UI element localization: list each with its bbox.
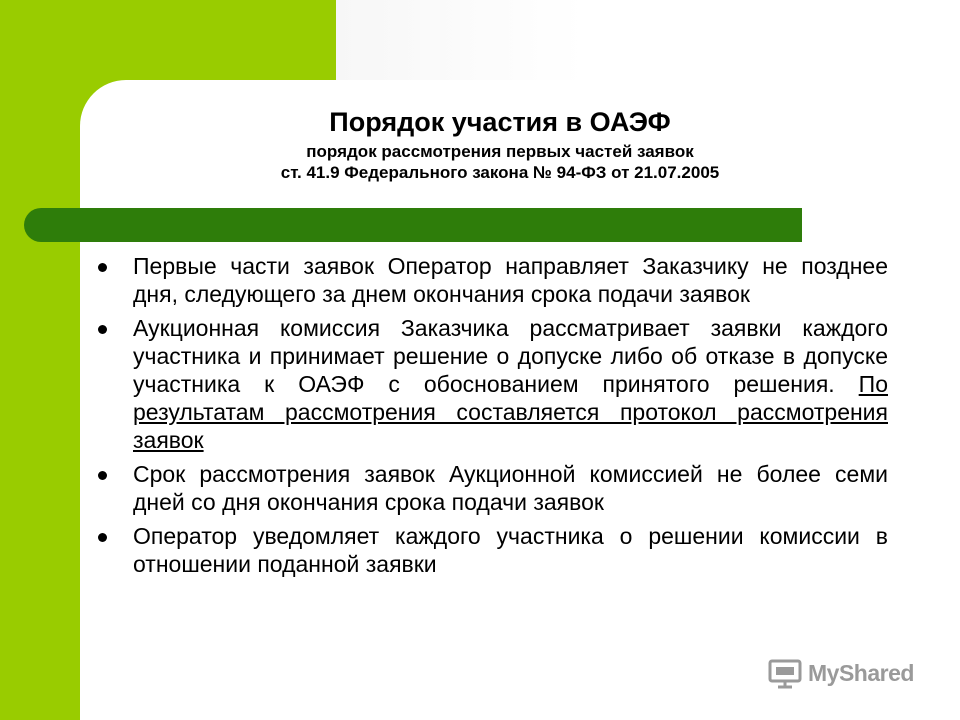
- law-reference: ст. 41.9 Федерального закона № 94-ФЗ от 21.07.2005: [280, 163, 720, 182]
- presentation-screen-icon: [768, 656, 802, 690]
- list-item: [98, 522, 888, 578]
- title-divider-bar: [24, 208, 802, 242]
- top-background-fade: [336, 0, 960, 80]
- bullet-icon: [98, 263, 107, 272]
- list-item: [98, 252, 888, 308]
- bullet-icon: [98, 533, 107, 542]
- bullet-text: Оператор уведомляет каждого участника о решении комиссии в отношении поданной заявки: [133, 523, 888, 577]
- slide-subtitle: порядок рассмотрения первых частей заявок: [306, 142, 694, 161]
- bullet-text: Первые части заявок Оператор направляет Заказчику не позднее дня, следующего за днем окончания срока подачи заявок: [133, 253, 888, 307]
- list-item: [98, 314, 888, 454]
- bullet-icon: [98, 325, 107, 334]
- watermark-label: MyShared: [808, 659, 914, 686]
- bullet-text: Срок рассмотрения заявок Аукционной комиссией не более семи дней со дня окончания срока подачи заявок: [133, 461, 888, 515]
- myshared-watermark: [768, 656, 914, 690]
- bullet-text: [133, 314, 888, 454]
- list-item: [98, 460, 888, 516]
- bullet-icon: [98, 471, 107, 480]
- slide-title-block: [150, 106, 850, 184]
- bullet-main-text: Аукционная комиссия Заказчика рассматривает заявки каждого участника и принимает решение о допуске либо об отказе в допуске участника к ОАЭФ с обоснованием принятого решения.: [133, 315, 888, 397]
- bullet-list: [98, 252, 888, 584]
- slide-title: Порядок участия в ОАЭФ: [329, 107, 671, 137]
- bullet-underlined-text: По результатам рассмотрения составляется протокол рассмотрения заявок: [133, 371, 888, 453]
